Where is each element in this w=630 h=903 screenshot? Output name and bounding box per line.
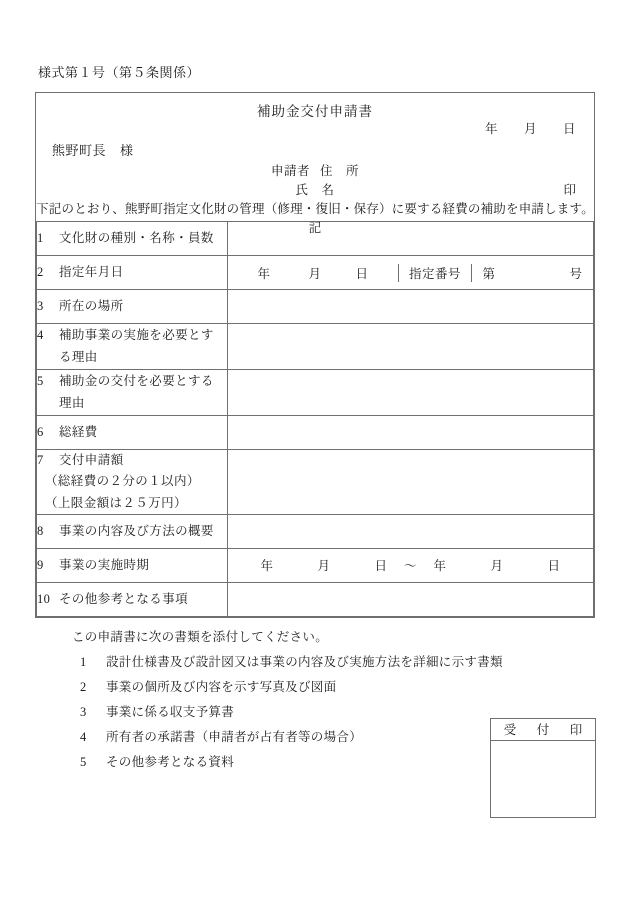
attachment-text-1: 設計仕様書及び設計図又は事業の内容及び実施方法を詳細に示す書類 xyxy=(106,655,503,669)
row-number-3: 3 xyxy=(37,298,44,313)
row-label-text-3: 所在の場所 xyxy=(59,298,124,313)
row-value-8[interactable] xyxy=(228,514,594,548)
row-value-3[interactable] xyxy=(228,290,594,324)
address-label: 住 所 xyxy=(320,164,360,178)
submission-date-line xyxy=(485,119,576,137)
row-value-6[interactable] xyxy=(228,416,594,450)
row-number-10: 10 xyxy=(37,591,51,606)
addressee-name: 熊野町長 xyxy=(52,143,107,158)
row-label-text-7-line3: （上限金額は２５万円） xyxy=(45,495,187,510)
row-label-text-5: 補助金の交付を必要とする xyxy=(59,374,214,389)
row-label-5 xyxy=(37,370,228,416)
period-tilde: 〜 xyxy=(403,559,417,574)
row-number-9: 9 xyxy=(37,557,44,572)
attachment-number-1: 1 xyxy=(80,655,87,669)
table-row xyxy=(37,582,594,616)
list-item xyxy=(72,727,503,745)
row-label-text-7-line2: （総経費の２分の１以内） xyxy=(45,474,200,489)
list-item xyxy=(72,752,503,770)
applicant-name-line xyxy=(36,180,594,198)
row-label-text-1: 文化財の種別・名称・員数 xyxy=(59,230,214,245)
row-label-6 xyxy=(37,416,228,450)
table-row xyxy=(37,416,594,450)
row-number-2: 2 xyxy=(37,264,44,279)
period-to-day: 日 xyxy=(547,559,561,574)
row-number-4: 4 xyxy=(37,328,44,343)
name-label: 氏 名 xyxy=(295,183,335,197)
submission-year-marker: 年 xyxy=(484,122,498,136)
row-label-10 xyxy=(37,582,228,616)
submission-month-marker: 月 xyxy=(523,122,537,136)
attachment-number-2: 2 xyxy=(80,680,87,694)
period-from-day: 日 xyxy=(374,559,388,574)
period-from-year: 年 xyxy=(260,559,274,574)
implementation-period-field[interactable] xyxy=(228,556,593,574)
row-label-text-9: 事業の実施時期 xyxy=(59,557,150,572)
submission-day-marker: 日 xyxy=(562,122,576,136)
table-row xyxy=(37,548,594,582)
table-row xyxy=(37,370,594,416)
row-number-1: 1 xyxy=(37,230,44,245)
row-number-8: 8 xyxy=(37,523,44,538)
row-label-text-5-line2: 理由 xyxy=(59,395,85,410)
table-row xyxy=(37,256,594,290)
addressee-line xyxy=(52,140,134,159)
row-label-text-7: 交付申請額 xyxy=(59,453,124,467)
form-heading-block xyxy=(36,93,594,235)
attachments-section xyxy=(72,627,503,777)
receipt-stamp-box xyxy=(490,718,596,818)
row-value-9[interactable] xyxy=(228,548,594,582)
row-number-5: 5 xyxy=(37,374,44,389)
table-row xyxy=(37,324,594,370)
period-to-month: 月 xyxy=(490,559,504,574)
designation-month-marker: 月 xyxy=(308,266,322,281)
attachment-text-5: その他参考となる資料 xyxy=(106,755,235,769)
period-from-month: 月 xyxy=(317,559,331,574)
designation-day-marker: 日 xyxy=(355,266,369,281)
row-label-text-6: 総経費 xyxy=(59,424,98,439)
attachment-number-5: 5 xyxy=(80,755,87,769)
receipt-stamp-area[interactable] xyxy=(491,741,595,818)
designation-number-field[interactable] xyxy=(472,264,594,282)
row-label-3 xyxy=(37,290,228,324)
list-item xyxy=(72,652,503,670)
attachment-text-4: 所有者の承諾書（申請者が占有者等の場合） xyxy=(106,730,363,744)
row-label-text-8: 事業の内容及び方法の概要 xyxy=(59,523,214,538)
row-label-4 xyxy=(37,324,228,370)
attachments-intro: この申請書に次の書類を添付してください。 xyxy=(72,630,329,644)
row-label-text-2: 指定年月日 xyxy=(59,264,124,279)
table-row xyxy=(37,450,594,515)
applicant-label: 申請者 xyxy=(270,164,310,178)
attachment-number-3: 3 xyxy=(80,705,87,719)
addressee-honorific: 様 xyxy=(120,143,134,158)
applicant-address-line xyxy=(36,161,594,179)
attachment-text-2: 事業の個所及び内容を示す写真及び図面 xyxy=(106,680,337,694)
row-number-6: 6 xyxy=(37,424,44,439)
designation-year-marker: 年 xyxy=(257,266,271,281)
row-label-text-4-line2: る理由 xyxy=(59,349,98,364)
receipt-stamp-title: 受 付 印 xyxy=(491,719,595,741)
row-label-2 xyxy=(37,256,228,290)
table-row xyxy=(37,290,594,324)
list-item xyxy=(72,677,503,695)
row-label-text-10: その他参考となる事項 xyxy=(59,591,189,606)
attachment-number-4: 4 xyxy=(80,730,87,744)
row-value-5[interactable] xyxy=(228,370,594,416)
row-label-9 xyxy=(37,548,228,582)
table-row xyxy=(37,514,594,548)
attachment-text-3: 事業に係る収支予算書 xyxy=(106,705,235,719)
application-form-frame xyxy=(35,92,595,618)
form-number-label: 様式第１号（第５条関係） xyxy=(38,65,201,80)
row-value-4[interactable] xyxy=(228,324,594,370)
list-item xyxy=(72,702,503,720)
period-to-year: 年 xyxy=(433,559,447,574)
row-number-7: 7 xyxy=(37,453,44,467)
designation-date-field[interactable] xyxy=(228,264,399,282)
row-value-2[interactable] xyxy=(228,256,594,290)
application-items-table xyxy=(36,221,594,617)
row-value-7[interactable] xyxy=(228,450,594,515)
row-value-10[interactable] xyxy=(228,582,594,616)
designation-number-label: 指定番号 xyxy=(399,264,472,282)
designation-suffix: 号 xyxy=(569,266,583,281)
attachments-list xyxy=(72,652,503,770)
row-label-7 xyxy=(37,450,228,515)
page-title: 補助金交付申請書 xyxy=(257,104,373,119)
seal-mark: 印 xyxy=(563,183,576,197)
row-label-8 xyxy=(37,514,228,548)
designation-prefix: 第 xyxy=(482,266,496,281)
ki-marker: 記 xyxy=(308,221,322,235)
lead-paragraph: 下記のとおり、熊野町指定文化財の管理（修理・復旧・保存）に要する経費の補助を申請します。 xyxy=(36,202,594,216)
row-label-text-4: 補助事業の実施を必要とす xyxy=(59,328,214,343)
